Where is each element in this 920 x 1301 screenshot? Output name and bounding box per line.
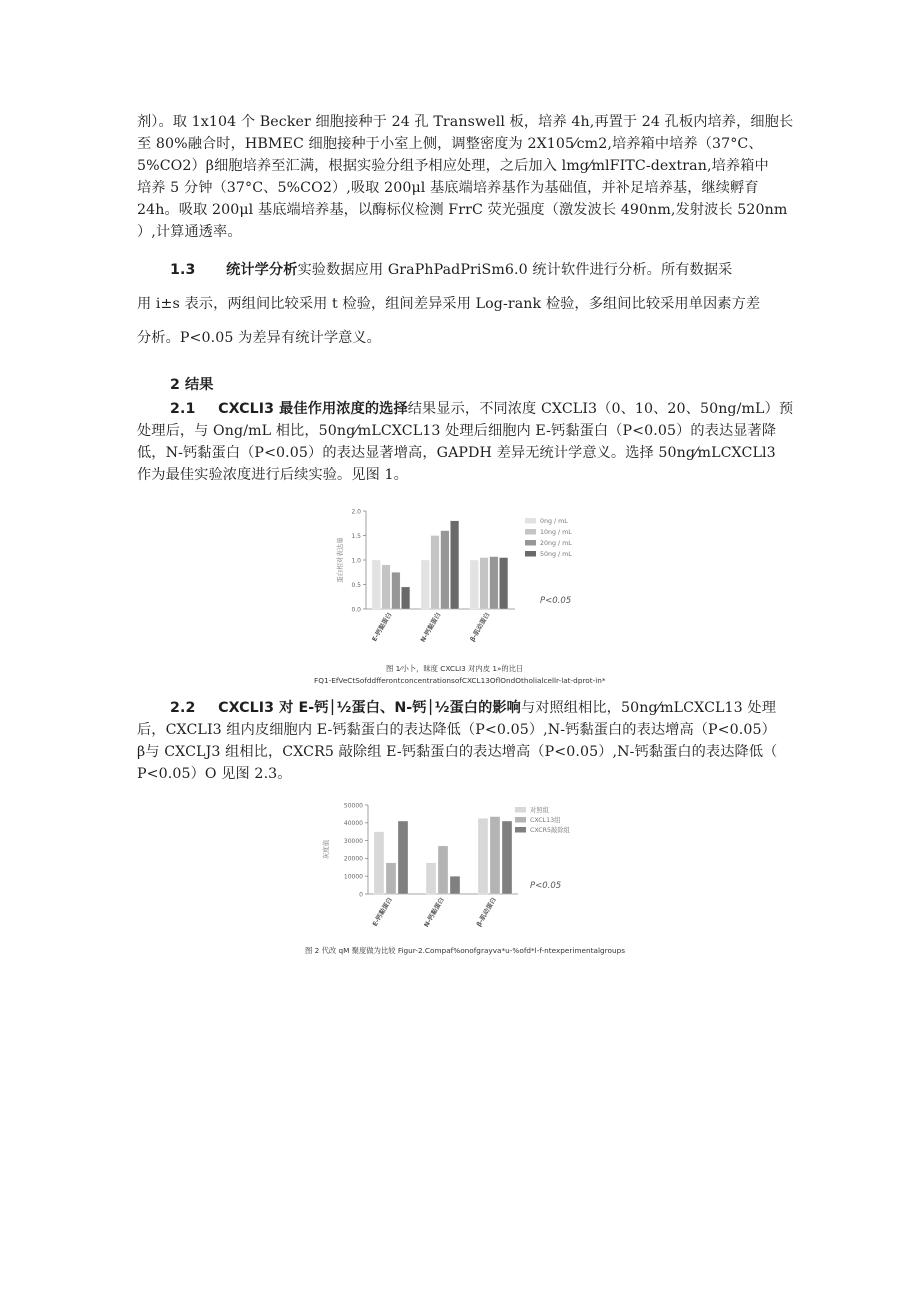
- text-run: 结果显示，不同浓度 CXCLI3（0、10、20、50ng/mL）预: [407, 401, 794, 417]
- section-heading: CXCLI3 最佳作用浓度的选择: [218, 401, 408, 417]
- bar: [478, 818, 488, 894]
- bar: [426, 863, 436, 894]
- bar: [470, 560, 479, 609]
- x-tick-label: N-钙黏蛋白: [423, 896, 446, 929]
- section-heading: 2 结果: [170, 377, 214, 393]
- bar: [398, 821, 408, 894]
- y-tick-label: 0: [359, 891, 363, 899]
- text-line: 5%CO2）β细胞培养至汇满，根据实验分组予相应处理，之后加入 lmg⁄mlFITC-dextran,培养箱中: [137, 158, 769, 174]
- x-tick-label: E-钙黏蛋白: [371, 896, 394, 928]
- section-number: 2.2: [170, 700, 196, 716]
- legend-label: CXCR5敲除组: [530, 827, 570, 834]
- figure-1-caption-en: FQ1-EfVeCtSofddfferontconcentrationsofCXCL13OflOndOtholialcellr-lat-dprot-in*: [314, 676, 606, 685]
- y-tick-label: 40000: [343, 820, 363, 828]
- legend-label: 10ng / mL: [540, 529, 572, 536]
- y-tick-label: 10000: [343, 873, 363, 881]
- text-line: 作为最佳实验浓度进行后续实验。见图 1。: [137, 467, 408, 483]
- methods-paragraph: [137, 111, 794, 243]
- bar: [490, 817, 500, 894]
- text-line: [137, 697, 787, 719]
- legend-swatch: [525, 529, 536, 535]
- significance-annotation: P<0.05: [540, 596, 572, 606]
- text-line: 处理后，与 Ong/mL 相比，50ng⁄mLCXCL13 处理后细胞内 E-钙黏蛋白（P<0.05）的表达显著降: [137, 423, 777, 439]
- text-line: [137, 259, 787, 281]
- significance-annotation: P<0.05: [530, 881, 562, 891]
- bar: [431, 536, 440, 610]
- y-tick-label: 2.0: [351, 508, 361, 516]
- y-tick-label: 1.0: [351, 557, 361, 565]
- result-2-2-paragraph: [137, 697, 787, 785]
- text-line: 至 80%融合时，HBMEC 细胞接种于小室上侧，调整密度为 2X105⁄cm2,培养箱中培养（37°C、: [137, 136, 763, 152]
- text-line: 培养 5 分钟（37°C、5%CO2）,吸取 200μl 基底端培养基作为基础值，并补足培养基，继续孵育: [137, 180, 759, 196]
- y-tick-label: 30000: [343, 837, 363, 845]
- bar: [421, 560, 430, 609]
- text-line: 剂）。取 1x104 个 Becker 细胞接种于 24 孔 Transwell 板，培养 4h,再置于 24 孔板内培养，细胞长: [137, 114, 794, 130]
- statistics-paragraph: [137, 259, 787, 349]
- legend-swatch: [525, 518, 536, 524]
- legend-swatch: [525, 551, 536, 557]
- text-line: 低，N-钙黏蛋白（P<0.05）的表达显著增高，GAPDH 差异无统计学意义。选择 50ng⁄mLCXCLl3: [137, 445, 776, 461]
- figure-2-bar-chart: [318, 798, 604, 940]
- figure-2-caption: 图 2 代改 qM 聚度做为比较 Figur-2.Compaf%onofgrayva*u-%ofd*l-f-ntexperimentalgroups: [305, 946, 626, 955]
- section-number: 1.3: [170, 262, 196, 278]
- text-line: β与 CXCLJ3 组相比，CXCR5 敲除组 E-钙黏蛋白的表达增高（P<0.05）,N-钙黏蛋白的表达降低（: [137, 744, 778, 760]
- y-tick-label: 1.5: [351, 532, 361, 540]
- y-tick-label: 20000: [343, 855, 363, 863]
- result-2-1-paragraph: [137, 398, 794, 486]
- legend-swatch: [515, 807, 526, 813]
- bar: [401, 587, 410, 609]
- bar: [374, 832, 384, 894]
- bar: [386, 863, 396, 894]
- bar: [450, 876, 460, 894]
- y-tick-label: 0.5: [351, 581, 361, 589]
- text-line: 24h。吸取 200μl 基底端培养基，以酶标仪检测 FrrC 荧光强度（激发波长 490nm,发射波长 520nm: [137, 202, 788, 218]
- text-line: P<0.05）O 见图 2.3。: [137, 766, 292, 782]
- y-axis-label: 灰度值: [322, 839, 330, 860]
- text-line: 用 i±s 表示，两组间比较采用 t 检验，组间差异采用 Log-rank 检验，多组间比较采用单因素方差: [137, 296, 761, 312]
- legend-swatch: [515, 817, 526, 823]
- figure-1-bar-chart: [330, 503, 590, 666]
- bar: [450, 521, 459, 609]
- x-tick-label: N-钙黏蛋白: [419, 611, 443, 644]
- figure-1-caption: 图 1⁄小卜，昧度 CXCLI3 对内皮 1»的比日: [386, 664, 524, 673]
- bar: [499, 558, 508, 609]
- y-tick-label: 50000: [343, 802, 363, 810]
- bar: [382, 565, 391, 609]
- text-line: 分析。P<0.05 为差异有统计学意义。: [137, 330, 381, 346]
- section-heading: CXCLI3 对 E-钙⏐½蛋白、N-钙⏐½蛋白的影响: [218, 700, 521, 716]
- bar: [438, 846, 448, 894]
- x-tick-label: β-肌动蛋白: [469, 611, 492, 643]
- section-number: 2.1: [170, 401, 196, 417]
- legend-swatch: [525, 540, 536, 546]
- text-line: ）,计算通透率。: [137, 224, 242, 240]
- text-run: 实验数据应用 GraPhPadPriSm6.0 统计软件进行分析。所有数据采: [297, 262, 733, 278]
- x-tick-label: β-肌动蛋白: [475, 896, 498, 928]
- bar: [441, 531, 450, 609]
- bar: [372, 560, 381, 609]
- text-line: [137, 398, 794, 420]
- legend-label: 20ng / mL: [540, 540, 572, 547]
- y-axis-label: 蛋白相对表达量: [336, 537, 344, 583]
- text-run: 与对照组相比，50ng⁄mLCXCL13 处理: [520, 700, 776, 716]
- results-heading: [137, 374, 787, 396]
- bar: [502, 821, 512, 894]
- bar: [490, 557, 499, 609]
- legend-swatch: [515, 827, 526, 833]
- legend-label: 对照组: [530, 807, 549, 814]
- text-line: 后，CXCLI3 组内皮细胞内 E-钙黏蛋白的表达降低（P<0.05）,N-钙黏蛋白的表达增高（P<0.05）: [137, 722, 776, 738]
- legend-label: CXCL13组: [530, 817, 561, 824]
- legend-label: 0ng / mL: [540, 518, 568, 525]
- section-heading: 统计学分析: [226, 262, 298, 278]
- bar: [392, 572, 401, 609]
- y-tick-label: 0.0: [351, 606, 361, 614]
- legend-label: 50ng / mL: [540, 551, 572, 558]
- x-tick-label: E-钙黏蛋白: [371, 611, 394, 643]
- bar: [480, 558, 489, 609]
